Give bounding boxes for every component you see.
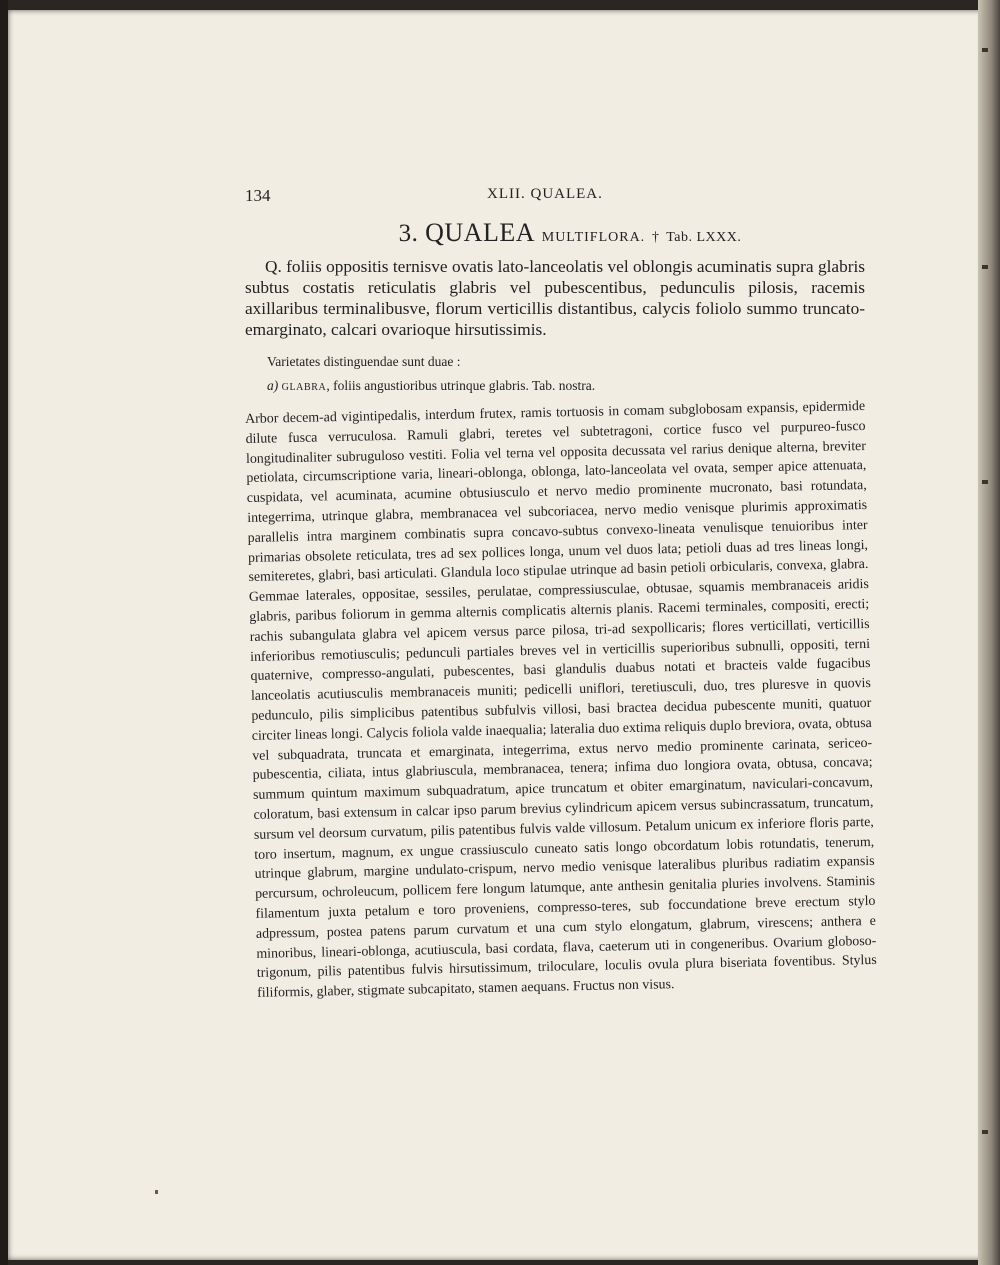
page-number: 134: [245, 186, 271, 205]
species-dagger: †: [651, 230, 660, 245]
variety-text: , foliis angustioribus utrinque glabris. Tab. nostra.: [326, 378, 596, 393]
paper-speck: [155, 1190, 158, 1194]
varietates-heading: Varietates distinguendae sunt duae :: [267, 354, 461, 369]
variety-name: GLABRA: [281, 382, 327, 393]
species-epithet: MULTIFLORA.: [541, 230, 646, 245]
running-head-title: XLII. QUALEA.: [487, 186, 603, 202]
species-diagnosis: Q. foliis oppositis ternisve ovatis lato-lanceolatis vel oblongis acuminatis supra glabris subtus costatis reticulatis glabris vel pubescentibus, pedunculis pilosis, racemis axillaribus terminalibusve, florum verticillis distantibus, calycis foliolo summo truncato-emarginato, calcari ovarioque hirsutissimis.: [245, 257, 865, 339]
variety-marker: a): [267, 378, 279, 393]
edge-mark: [982, 265, 988, 269]
species-genus: QUALEA: [425, 218, 535, 247]
variety-a: [267, 378, 865, 394]
species-number: 3.: [398, 220, 419, 247]
edge-mark: [982, 1130, 988, 1134]
running-head: [245, 180, 865, 208]
scan-left-border: [0, 0, 8, 1265]
species-plate-reference: Tab. LXXX.: [666, 230, 742, 245]
page-fore-edge: [978, 0, 1000, 1265]
edge-mark: [982, 48, 988, 52]
page-content: [245, 180, 877, 1004]
species-title: [245, 218, 865, 248]
edge-mark: [982, 480, 988, 484]
species-description: Arbor decem-ad vigintipedalis, interdum frutex, ramis tortuosis in comam subglobosam expansis, epidermide dilute fusca verruculosa. Ramuli glabri, teretes vel subtetragoni, cortice fusco vel purpureo-fusco longitudinaliter subruguloso vestiti. Folia vel terna vel opposita decussata vel rarius denique alterna, breviter petiolata, circumscriptione varia, lineari-oblonga, oblonga, lato-lanceolata vel ovata, semper apice attenuata, cuspidata, vel acuminata, acumine obtusiusculo et nervo medio prominente mucronato, basi rotundata, integerrima, utrinque glabra, membranacea vel subcoriacea, nervo medio venisque plurimis approximatis parallelis intra marginem combinatis supra concavo-subtus convexo-lineata venulisque tenuioribus inter primarias obsolete reticulata, tres ad sex pollices longa, unum vel duos lata; petioli duas ad tres lineas longi, semiteretes, glabri, basi articulati. Glandula loco stipulae utrinque ad basin petioli orbicularis, convexa, glabra. Gemmae laterales, oppositae, sessiles, perulatae, compressiusculae, obtusae, squamis membranaceis aridis glabris, paribus foliorum in gemma alternis complicatis alternis planis. Racemi terminales, compositi, erecti; rachis subangulata glabra vel apicem versus parce pilosa, tri-ad sexpollicaris; flores verticillati, verticillis inferioribus remotiusculis; pedunculi partiales breves vel in verticillis superioribus subnulli, oppositi, terni quaternive, compresso-angulati, pubescentes, basi glandulis duabus notati et bracteis valde fugacibus lanceolatis acutiusculis membranaceis muniti; pedicelli uniflori, teretiusculi, duo, tres pluresve in quovis pedunculo, pilis simplicibus patentibus subfulvis villosi, basi bractea decidua pubescente muniti, quatuor circiter lineas longi. Calycis foliola valde inaequalia; lateralia duo extima reliquis duplo breviora, ovata, obtusa vel subquadrata, truncata et emarginata, integerrima, extus nervo medio prominente carinata, sericeo-pubescentia, ciliata, intus glabriuscula, membranacea, tenera; infima duo longiora ovata, obtusa, concava; summum quintum maximum subquadratum, apice truncatum et obiter emarginatum, naviculari-concavum, coloratum, basi extensum in calcar ipso parum brevius cylindricum apicem versus subincrassatum, truncatum, sursum vel deorsum curvatum, pilis patentibus fulvis valde villosum. Petalum unicum ex inferiore floris parte, toro insertum, magnum, ex ungue crassiusculo cuneato satis longo obcordatum lobis rotundatis, tenerum, utrinque glabrum, margine undulato-crispum, nervo medio venisque lateralibus pluribus radiatim expansis percursum, ochroleucum, pollicem fere longum latumque, ante anthesin genitalia pluries involvens. Staminis filamentum juxta petalum e toro proveniens, compresso-teres, sub foccundatione breve erectum stylo adpressum, postea patens parum curvatum et una cum stylo elongatum, glabrum, virescens; anthera e minoribus, lineari-oblonga, acutiuscula, basi cordata, flava, caeterum uti in congeneribus. Ovarium globoso-trigonum, pilis patentibus fulvis hirsutissimum, triloculare, loculis ovula plura biseriata foventibus. Stylus filiformis, glaber, stigmate subcapitato, stamen aequans. Fructus non visus.: [245, 399, 877, 1001]
